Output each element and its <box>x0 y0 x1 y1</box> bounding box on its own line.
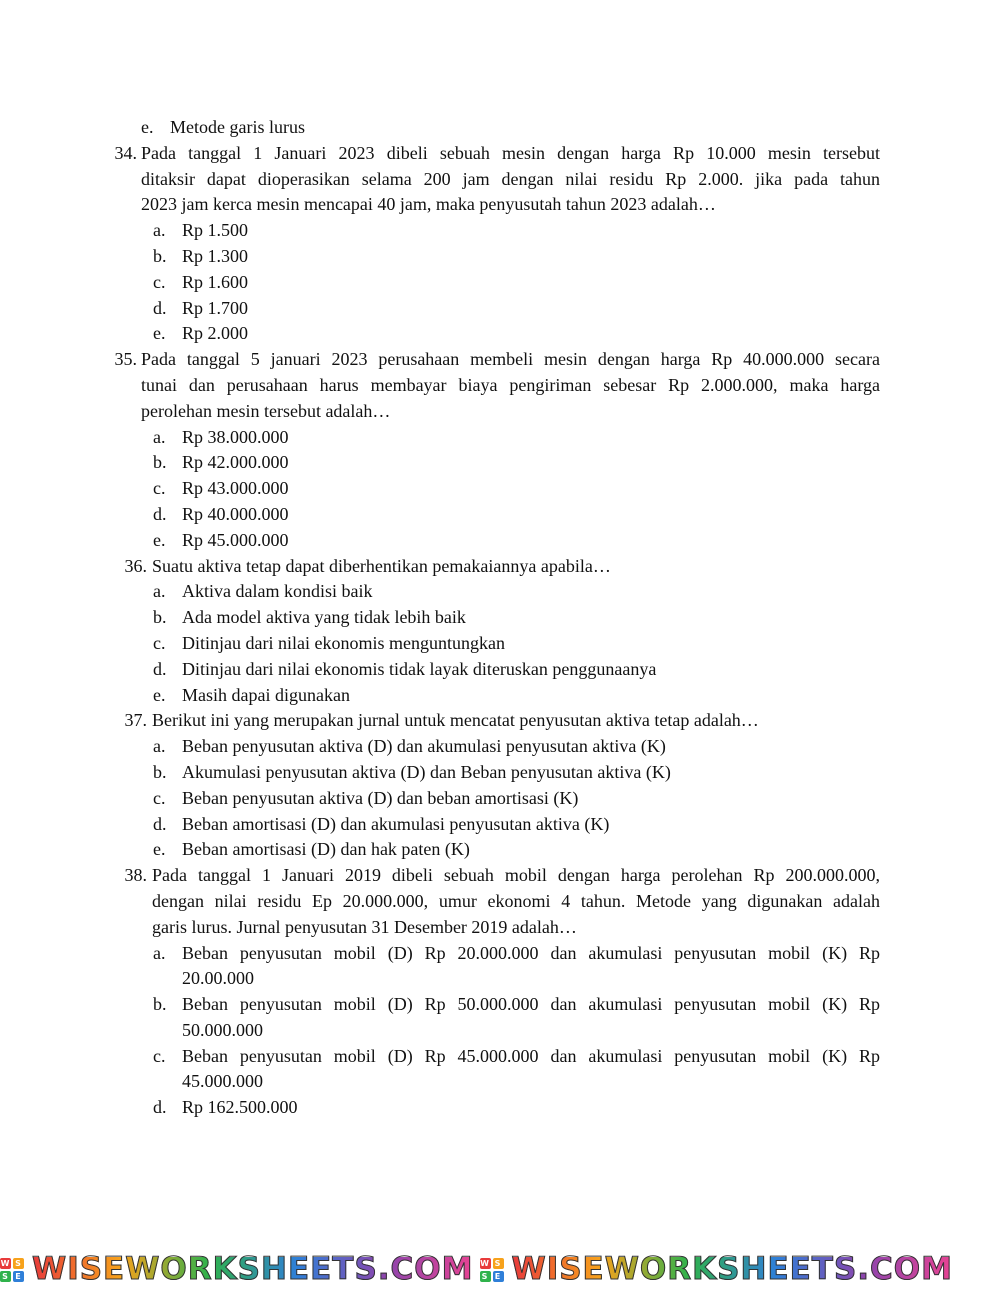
option-line <box>0 760 1000 786</box>
option-line <box>0 837 1000 863</box>
question-text: Pada tanggal 1 Januari 2023 dibeli sebuah mesin dengan harga Rp 10.000 mesin tersebut <box>141 142 880 163</box>
option-text: Beban amortisasi (D) dan hak paten (K) <box>182 839 470 860</box>
option-line <box>0 321 1000 347</box>
question-number: 37. <box>124 710 147 731</box>
option-letter: e. <box>153 839 166 860</box>
option-text: Beban penyusutan mobil (D) Rp 50.000.000 dan akumulasi penyusutan mobil (K) Rp <box>182 994 880 1015</box>
option-line <box>0 296 1000 322</box>
option-letter: e. <box>153 529 166 550</box>
logo-letter: S <box>480 1271 491 1282</box>
option-text: Beban amortisasi (D) dan akumulasi penyusutan aktiva (K) <box>182 813 610 834</box>
option-letter: c. <box>153 478 166 499</box>
option-text: Aktiva dalam kondisi baik <box>182 581 373 602</box>
question-line <box>0 141 1000 167</box>
option-letter: d. <box>153 813 167 834</box>
watermark-text <box>32 1251 474 1288</box>
option-text: Ditinjau dari nilai ekonomis tidak layak diteruskan penggunaanya <box>182 658 657 679</box>
option-line <box>0 786 1000 812</box>
document-page <box>0 115 1000 1121</box>
logo-grid-icon <box>0 1258 24 1282</box>
question-line <box>0 554 1000 580</box>
watermark-label: WISEWORKSHEETS.COM <box>511 1251 953 1288</box>
option-text: Rp 1.300 <box>182 245 249 266</box>
option-line <box>0 1095 1000 1121</box>
logo-letter: E <box>493 1271 504 1282</box>
logo-letter: S <box>0 1271 11 1282</box>
option-text: Beban penyusutan aktiva (D) dan akumulasi penyusutan aktiva (K) <box>182 736 666 757</box>
option-text: Rp 162.500.000 <box>182 1097 298 1118</box>
option-letter: c. <box>153 787 166 808</box>
question-text: Berikut ini yang merupakan jurnal untuk mencatat penyusutan aktiva tetap adalah… <box>152 710 759 731</box>
logo-letter: W <box>480 1259 490 1268</box>
option-text: 50.000.000 <box>182 1019 263 1040</box>
option-line <box>0 1018 1000 1044</box>
question-item <box>0 141 1000 347</box>
option-letter: b. <box>153 452 167 473</box>
question-item <box>0 554 1000 709</box>
option-line <box>0 1044 1000 1070</box>
watermark-label: WISEWORKSHEETS.COM <box>32 1251 474 1288</box>
option-text: Rp 2.000 <box>182 323 249 344</box>
option-line <box>0 812 1000 838</box>
question-line <box>0 347 1000 373</box>
option-text: Rp 38.000.000 <box>182 426 289 447</box>
option-line <box>0 657 1000 683</box>
question-text: Pada tanggal 5 januari 2023 perusahaan membeli mesin dengan harga Rp 40.000.000 secara <box>141 349 880 370</box>
question-text: garis lurus. Jurnal penyusutan 31 Desember 2019 adalah… <box>152 916 577 937</box>
question-line <box>0 863 1000 889</box>
question-list <box>0 141 1000 1121</box>
question-line <box>0 889 1000 915</box>
option-text: Masih dapai digunakan <box>182 684 350 705</box>
question-number: 38. <box>124 865 147 886</box>
logo-letter: W <box>0 1259 11 1268</box>
option-letter: c. <box>153 271 166 292</box>
option-letter: a. <box>153 220 166 241</box>
question-line <box>0 399 1000 425</box>
watermark-footer <box>0 1252 1000 1288</box>
question-number: 35. <box>114 349 137 370</box>
option-text: 45.000.000 <box>182 1071 263 1092</box>
option-line <box>0 941 1000 967</box>
option-letter: d. <box>153 503 167 524</box>
question-item <box>0 863 1000 1121</box>
option-line <box>0 270 1000 296</box>
option-text: Beban penyusutan mobil (D) Rp 45.000.000 dan akumulasi penyusutan mobil (K) Rp <box>182 1045 880 1066</box>
option-line <box>0 450 1000 476</box>
option-letter: b. <box>153 245 167 266</box>
option-letter: c. <box>153 1045 166 1066</box>
option-line <box>0 425 1000 451</box>
logo-letter: S <box>13 1258 24 1269</box>
question-line <box>0 708 1000 734</box>
option-letter: d. <box>153 297 167 318</box>
option-letter: a. <box>153 736 166 757</box>
option-letter: b. <box>153 761 167 782</box>
option-text: Ditinjau dari nilai ekonomis menguntungkan <box>182 632 505 653</box>
option-line <box>0 966 1000 992</box>
option-letter: a. <box>153 942 166 963</box>
option-line <box>0 683 1000 709</box>
option-line <box>0 502 1000 528</box>
option-line <box>0 1069 1000 1095</box>
option-line <box>0 992 1000 1018</box>
option-line <box>0 579 1000 605</box>
option-letter: d. <box>153 1097 167 1118</box>
option-text: Beban penyusutan mobil (D) Rp 20.000.000 dan akumulasi penyusutan mobil (K) Rp <box>182 942 880 963</box>
option-text: Rp 42.000.000 <box>182 452 289 473</box>
option-letter: e. <box>141 117 154 137</box>
option-line <box>0 218 1000 244</box>
logo-letter: E <box>13 1271 24 1282</box>
question-number: 34. <box>114 142 137 163</box>
option-text: Metode garis lurus <box>170 117 305 137</box>
question-number: 36. <box>124 555 147 576</box>
option-line <box>0 528 1000 554</box>
option-line <box>0 244 1000 270</box>
logo-letter: S <box>493 1258 504 1269</box>
option-letter: c. <box>153 632 166 653</box>
question-line <box>0 192 1000 218</box>
question-item <box>0 347 1000 553</box>
option-letter: b. <box>153 607 167 628</box>
logo <box>0 1258 28 1282</box>
logo-grid-icon <box>480 1258 504 1282</box>
option-letter: a. <box>153 426 166 447</box>
option-text: Rp 40.000.000 <box>182 503 289 524</box>
option-text: Rp 1.500 <box>182 220 249 241</box>
option-text: Rp 43.000.000 <box>182 478 289 499</box>
option-text: Akumulasi penyusutan aktiva (D) dan Beban penyusutan aktiva (K) <box>182 761 671 782</box>
prev-option-e <box>0 115 1000 141</box>
question-text: ditaksir dapat dioperasikan selama 200 jam dengan nilai residu Rp 2.000. jika pada tahun <box>141 168 880 189</box>
option-text: Rp 1.700 <box>182 297 249 318</box>
option-line <box>0 734 1000 760</box>
option-text: Beban penyusutan aktiva (D) dan beban amortisasi (K) <box>182 787 579 808</box>
watermark-text <box>511 1251 954 1288</box>
option-letter: b. <box>153 994 167 1015</box>
option-text: Ada model aktiva yang tidak lebih baik <box>182 607 466 628</box>
option-letter: e. <box>153 323 166 344</box>
question-item <box>0 708 1000 863</box>
option-text: Rp 45.000.000 <box>182 529 289 550</box>
option-line <box>0 476 1000 502</box>
question-line <box>0 167 1000 193</box>
logo <box>480 1258 508 1282</box>
option-text: Rp 1.600 <box>182 271 249 292</box>
question-text: Suatu aktiva tetap dapat diberhentikan pemakaiannya apabila… <box>152 555 611 576</box>
question-text: tunai dan perusahaan harus membayar biaya pengiriman sebesar Rp 2.000.000, maka harga <box>141 374 880 395</box>
option-letter: d. <box>153 658 167 679</box>
option-text: 20.00.000 <box>182 968 254 989</box>
question-line <box>0 915 1000 941</box>
question-text: dengan nilai residu Ep 20.000.000, umur ekonomi 4 tahun. Metode yang digunakan adalah <box>152 890 880 911</box>
question-line <box>0 373 1000 399</box>
option-letter: a. <box>153 581 166 602</box>
question-text: perolehan mesin tersebut adalah… <box>141 400 391 421</box>
question-text: Pada tanggal 1 Januari 2019 dibeli sebuah mobil dengan harga perolehan Rp 200.000.000, <box>152 865 880 886</box>
option-line <box>0 605 1000 631</box>
question-text: 2023 jam kerca mesin mencapai 40 jam, maka penyusutah tahun 2023 adalah… <box>141 194 716 215</box>
option-line <box>0 631 1000 657</box>
option-letter: e. <box>153 684 166 705</box>
